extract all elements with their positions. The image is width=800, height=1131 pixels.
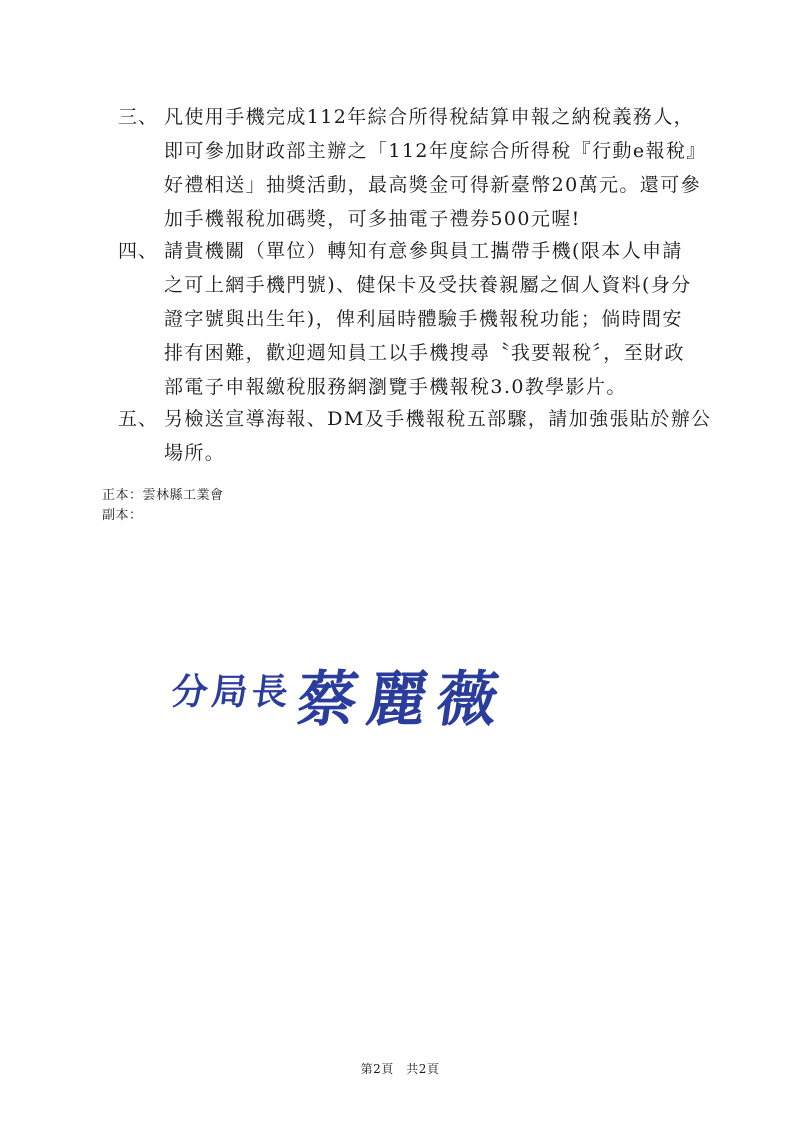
- item-number: 五、: [118, 408, 159, 430]
- text-line: 請貴機關（單位）轉知有意參與員工攜帶手機(限本人申請: [164, 240, 683, 262]
- distribution-list: [102, 486, 224, 526]
- text-line: 凡使用手機完成112年綜合所得稅結算申報之納稅義務人，: [164, 106, 695, 128]
- item-number: 四、: [118, 240, 159, 262]
- page-number: 第2頁 共2頁: [360, 1062, 440, 1076]
- copy-recipient: 副本：: [102, 508, 143, 523]
- item-text: [164, 100, 738, 236]
- text-line: 證字號與出生年)，俾利屆時體驗手機報稅功能；倘時間安: [164, 308, 683, 330]
- text-line: 另檢送宣導海報、DM及手機報稅五部驟，請加強張貼於辦公: [164, 408, 712, 430]
- text-line: 排有困難，歡迎週知員工以手機搜尋〝我要報稅〞，至財政: [164, 342, 685, 364]
- item-text: [164, 234, 738, 404]
- text-line: 即可參加財政部主辦之「112年度綜合所得稅『行動e報稅』: [164, 140, 707, 162]
- text-line: 好禮相送」抽獎活動，最高獎金可得新臺幣20萬元。還可參: [164, 174, 701, 196]
- text-line: 之可上網手機門號)、健保卡及受扶養親屬之個人資料(身分: [164, 274, 692, 296]
- text-line: 部電子申報繳稅服務網瀏覽手機報稅3.0教學影片。: [164, 376, 627, 398]
- signature-title: 分局長: [169, 671, 294, 713]
- item-number: 三、: [118, 106, 159, 128]
- text-line: 加手機報稅加碼獎，可多抽電子禮券500元喔!: [164, 208, 581, 230]
- signature-stamp: [169, 652, 552, 738]
- text-line: 場所。: [164, 442, 226, 464]
- paragraph-item-5: [118, 402, 738, 470]
- item-text: [164, 402, 738, 470]
- signature-name: 蔡麗薇: [292, 665, 513, 735]
- paragraph-item-3: [118, 100, 738, 236]
- original-recipient: 正本：雲林縣工業會: [102, 488, 224, 503]
- paragraph-item-4: [118, 234, 738, 404]
